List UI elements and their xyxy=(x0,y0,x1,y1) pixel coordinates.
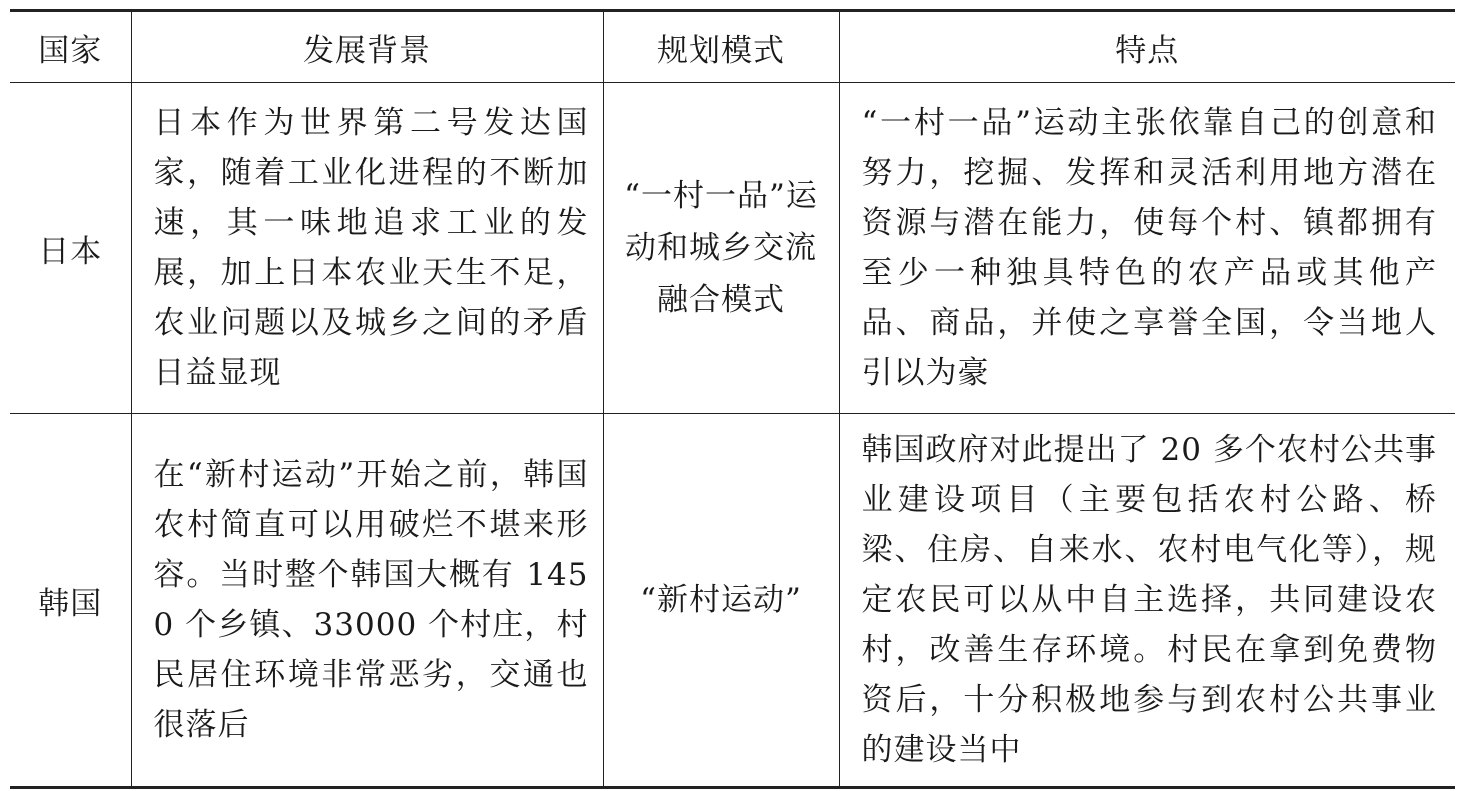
table-body xyxy=(10,83,1455,788)
background-cell xyxy=(131,83,603,414)
mode-text: “新村运动” xyxy=(640,582,802,618)
header-features: 特点 xyxy=(839,11,1455,83)
background-text: 日本作为世界第二号发达国家，随着工业化进程的不断加速，其一味地追求工业的发展，加上日本农业天生不足，农业问题以及城乡之间的矛盾日益显现 xyxy=(153,105,589,391)
country-cell: 日本 xyxy=(10,83,131,414)
mode-text: “一村一品”运动和城乡交流融合模式 xyxy=(624,178,818,318)
mode-cell xyxy=(603,83,839,414)
header-mode: 规划模式 xyxy=(603,11,839,83)
features-text: 韩国政府对此提出了 20 多个农村公共事业建设项目（主要包括农村公路、桥梁、住房、自来水、农村电气化等），规定农民可以从中自主选择，共同建设农村，改善生存环境。村民在拿到免费物资后，十分积极地参与到农村公共事业的建设当中 xyxy=(861,432,1437,768)
comparison-table xyxy=(10,9,1455,789)
background-cell xyxy=(131,414,603,788)
table-header xyxy=(10,11,1455,83)
header-background: 发展背景 xyxy=(131,11,603,83)
features-cell xyxy=(839,414,1455,788)
header-country: 国家 xyxy=(10,11,131,83)
table-row-japan xyxy=(10,83,1455,414)
table-row-korea xyxy=(10,414,1455,788)
header-row xyxy=(10,11,1455,83)
background-text: 在“新村运动”开始之前，韩国农村简直可以用破烂不堪来形容。当时整个韩国大概有 1450 个乡镇、33000 个村庄，村民居住环境非常恶劣，交通也很落后 xyxy=(153,457,589,743)
features-cell xyxy=(839,83,1455,414)
features-text: “一村一品”运动主张依靠自己的创意和努力，挖掘、发挥和灵活利用地方潜在资源与潜在能力，使每个村、镇都拥有至少一种独具特色的农产品或其他产品、商品，并使之享誉全国，令当地人引以为豪 xyxy=(861,105,1437,391)
country-cell: 韩国 xyxy=(10,414,131,788)
mode-cell xyxy=(603,414,839,788)
